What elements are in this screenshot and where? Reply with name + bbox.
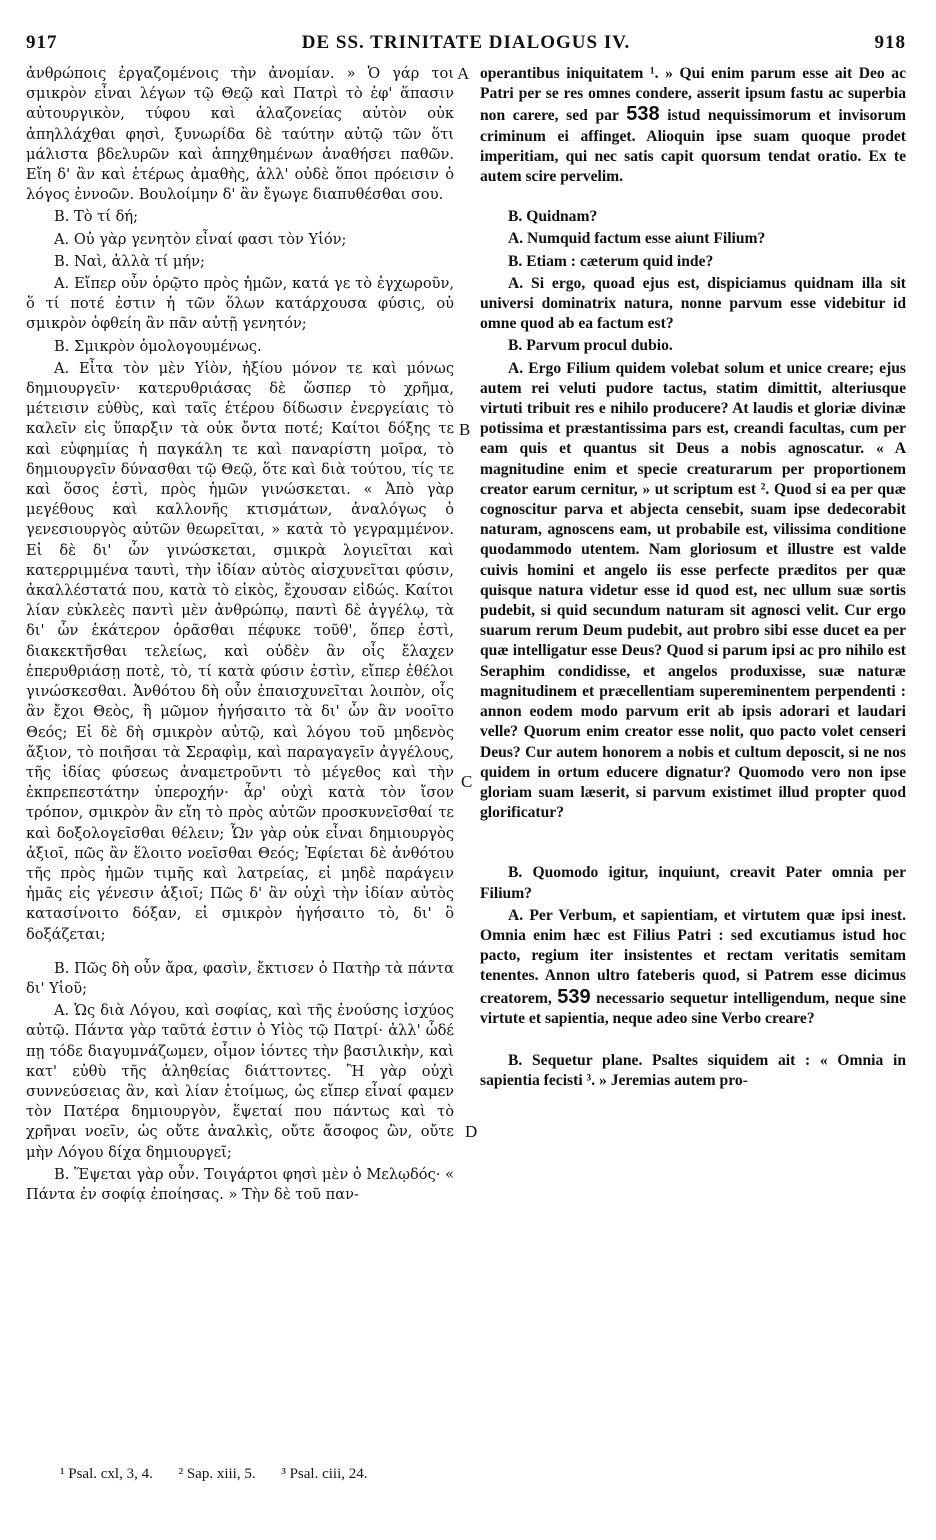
greek-paragraph: ἀνθρώποις ἐργαζομένοις τὴν ἀνομίαν. » Ὁ γάρ τοι σμικρὸν εἶναι λέγων τῷ Θεῷ καὶ Πατρὶ τὸ ἐφ' ἅπασιν αὐτουργικὸν, τύφου καὶ ἀλαζονείας αὐτὸν οὐκ ἀπηλλάχθαι φησὶ, ξυνωρίδα δὲ ταύτην αὐτῷ τῶν ὅτι μάλιστα βδελυρῶν καὶ ἀπηχθημένων ἀναθήσει παθῶν. Εἴη δ' ἂν καὶ ἑτέρως ἀμαθὴς, ἀλλ' οὐδὲ ὅποι πρόεισιν ὁ λόγος ἐννοῶν. Βουλοίμην δ' ἂν ἔγωγε διαπυθέσθαι σου. — [26, 65, 454, 204]
page-number-right: 918 — [874, 32, 906, 53]
greek-paragraph: Β. Ἕψεται γὰρ οὖν. Τοιγάρτοι φησὶ μὲν ὁ Μελῳδός· « Πάντα ἐν σοφίᾳ ἐποίησας. » Τὴν δὲ τοῦ παν- — [26, 1165, 454, 1203]
latin-paragraph — [480, 64, 906, 187]
latin-column — [480, 64, 906, 1091]
footnote: ³ Psal. ciii, 24. — [281, 1466, 368, 1482]
margin-page-number: 539 — [557, 985, 591, 1008]
section-marker-d: D — [465, 1122, 478, 1141]
latin-text: A. Per Verbum, et sapientiam, et virtutem quæ ipsi inest. Omnia enim hæc est Filius Patri : sed excutiamus istud hoc pacto, regium iter insistentes et rectam veritatis semitam tenentes. Annon ultro fateberis quod, si Patrem esse dicimus creatorem, — [480, 906, 906, 1007]
footnote: ² Sap. xiii, 5. — [178, 1466, 256, 1482]
section-marker-b: B — [459, 420, 471, 439]
greek-paragraph: Α. Εἶτα τὸν μὲν Υἱὸν, ἠξίου μόνον τε καὶ μόνως δημιουργεῖν· κατερυθριάσας δὲ ὥσπερ τὸ χρῆμα, μέτεισιν εὐθὺς, καὶ ταῖς ἑτέρου δίδωσιν ἐνεργείαις τὸ καλεῖν εἰς ὕπαρξιν τὰ οὐκ ὄντα ποτέ; Καίτοι δόξης τε καὶ εὐφημίας ἡ παγκάλη τε καὶ παναρίστη μοῖρα, τὸ δημιουργεῖν δύνασθαι τῷ Θεῷ, ὅτε καὶ διὰ τούτου, τίς τε καὶ ὅσος ἐστὶ, πρὸς ἡμῶν γινώσκεται. « Ἀπὸ γὰρ μεγέθους καὶ καλλονῆς κτισμάτων, ἀναλόγως ὁ γενεσιουργὸς αὐτῶν θεωρεῖται, » κατὰ τὸ γεγραμμένον. Εἰ δὲ δι' ὧν γινώσκεται, σμικρὰ λογιεῖται καὶ κατερριμμένα ταυτὶ, τὴν ἰδίαν αὐτὸς αἰσχυνεῖται φύσιν, ἀκαλλέστατά που, κατὰ τὸ εἰκὸς, ἔχουσαν εἰδώς. Καίτοι λίαν εὐκλεὲς παντὶ μὲν ἀνθρώπῳ, παντὶ δὲ ἀγγέλῳ, τὰ δι' ὧν ἑκάτερον ὁρᾶσθαι πέφυκε τοῦθ', ὅπερ ἐστὶ, διακεκτῆσθαι τελείως, καὶ οὐδὲν ἂν οἷς ἔλαχεν ἐπερυθριάσῃ ποτὲ, τὸ, τί κατὰ φύσιν ἐστὶν, εἴπερ ἐθέλοι γινώσκεσθαι. Ἀνθότου δὴ οὖν ἐπαισχυνεῖται λοιπὸν, οἷς ἂν ἔχοι Θεὸς, ἢ μῶμον ἡγήσαιτο τὰ δι' ὧν ἂν νοοῖτο Θεός; Εἰ δὲ δὴ σμικρὸν αὐτῷ, καὶ λόγου τοῦ μηδενὸς ἄξιον, τὸ ποιῆσαι τὰ Σεραφὶμ, καὶ παραγαγεῖν ἀγγέλους, τῆς ἰδίας φύσεως ἀναμετροῦντι τὸ μέγεθος καὶ τὴν ἐκπρεπεστάτην ὑπεροχήν· ἆρ' οὐχὶ κατὰ τὸν ἴσον τρόπον, σμικρὸν ἂν εἴη τὸ πρὸς αὐτῶν προσκυνεῖσθαί τε καὶ δοξολογεῖσθαι θέλειν; Ὧν γὰρ οὐκ εἶναι δημιουργὸς ἀξιοῖ, πῶς ἂν ἕλοιτο νοεῖσθαι Θεός; Ἐφίεται δὲ ἀνθότου τῆς πρὸς ἡμῶν τιμῆς καὶ λατρείας, εἰ μηδὲ παράγειν ἡμᾶς εἰς γένεσιν ἀξιοῖ; Πῶς δ' ἂν οὐχὶ τὴν ἰδίαν αὐτὸς κατασίνοιτο δόξαν, εἰ σμικρὸν ἡγήσαιτο τὸ, δι' ὃ δοξάζεται; — [26, 359, 454, 943]
greek-column — [26, 64, 454, 1205]
greek-paragraph: Β. Ναὶ, ἀλλὰ τί μήν; — [54, 252, 205, 270]
latin-text: istud nequissimorum et invisorum criminum ei affinget. Alioquin ipse suam quoque prodet imperitiam, qui nec satis capit quorsum tendat oratio. Ex te autem scire pervelim. — [480, 107, 906, 186]
latin-paragraph: A. Si ergo, quoad ejus est, dispiciamus quidnam illa sit universi dominatrix natura, nonne parvum esse videbitur id omne quod ab ea factum est? — [480, 274, 906, 333]
running-header — [26, 32, 906, 60]
running-title: DE SS. TRINITATE DIALOGUS IV. — [301, 32, 631, 53]
latin-paragraph: B. Quomodo igitur, inquiunt, creavit Pater omnia per Filium? — [480, 864, 906, 902]
latin-paragraph: B. Sequetur plane. Psaltes siquidem ait : « Omnia in sapientia fecisti ³. » Jeremias autem pro- — [480, 1051, 906, 1090]
section-marker-a: A — [457, 64, 470, 83]
greek-paragraph: Α. Ὡς διὰ Λόγου, καὶ σοφίας, καὶ τῆς ἐνούσης ἰσχύος αὐτῷ. Πάντα γὰρ ταῦτά ἐστιν ὁ Υἱὸς τῷ Πατρί· ἀλλ' ὧδέ πῃ τόδε διαγυμνάζωμεν, οἷμον ἰόντες τὴν βασιλικὴν, καὶ κατ' εὐθὺ τῆς ἀληθείας διάττοντες. Ἢ γὰρ οὐχὶ συννεύσειας ἂν, καὶ λίαν ἑτοίμως, ὡς εἴπερ εἶναί φαμεν τὸν Πατέρα δημιουργὸν, ἕψεταί που πάντως καὶ τὸ χρῆναι νοεῖν, ὡς οὔτε ἀναλκὶς, οὔτε ἄσοφος ὢν, οὔτε μὴν Λόγου δίχα δημιουργεῖ; — [26, 1002, 454, 1161]
latin-paragraph: A. Ergo Filium quidem volebat solum et unice creare; ejus autem rei veluti pudore tactus, statim dimittit, alteriusque virtuti tribuit res e nihilo producere? At laudis et gloriæ divinæ potissima et præstantissima pars est, creandi facultas, cum per eam quis et quantus sit Deus a nobis agnoscatur. « A magnitudine enim et specie creaturarum per proportionem creator earum cernitur, » ut scriptum est ². Quod si ea per quæ cognoscitur parva et abjecta censebit, suam ipse dedecorabit naturam, agnoscens eam, ut probabile est, vilissima conditione quodammodo utentem. Nam gloriosum et illustre est valde cuivis homini et angelo iis esse perfecte præditos per quæ quisque natura videtur esse id quod est, nec ullum suæ sortis pudebit, si quid secundum naturam sit agnosci velit. Cur ergo suarum rerum Deum pudebit, aut probro sibi esse ducet ea per quæ intelligatur esse Deus? Quod si parum ipsi ac pro nihilo est Seraphim condidisse, et angelos produxisse, suæ naturæ magnitudinem et præcellentiam supereminentem perpendenti : annon eodem modo parvum erit ab ipsis adorari et laudari velle? Quorum enim creator esse nolit, quo pacto volet censeri Deus? Cur autem honorem a nobis et cultum deposcit, si ne nos quidem in ortum educere dignatur? Quomodo vero non ipse gloriam suam læserit, si parvum existimet illud propter quod glorificatur? — [480, 359, 906, 822]
latin-paragraph: B. Etiam : cæterum quid inde? — [508, 252, 714, 270]
latin-text: operantibus iniquitatem ¹. » Qui enim parum esse ait Deo ac Patri per se res omnes condere, asserit ipsum fastu ac superbia non carere, sed par — [480, 65, 906, 125]
margin-page-number: 538 — [626, 103, 660, 126]
greek-paragraph: Α. Οὐ γὰρ γενητὸν εἶναί φασι τὸν Υἱόν; — [54, 230, 347, 248]
greek-paragraph: Β. Πῶς δὴ οὖν ἄρα, φασὶν, ἔκτισεν ὁ Πατὴρ τὰ πάντα δι' Υἱοῦ; — [26, 959, 454, 997]
latin-paragraph — [480, 906, 906, 1029]
section-marker-c: C — [461, 772, 473, 791]
footnote: ¹ Psal. cxl, 3, 4. — [60, 1466, 153, 1482]
latin-paragraph: A. Numquid factum esse aiunt Filium? — [508, 230, 766, 248]
greek-paragraph: Β. Τὸ τί δή; — [54, 208, 139, 226]
page-number-left: 917 — [26, 32, 58, 53]
latin-paragraph: B. Parvum procul dubio. — [508, 337, 673, 355]
footnotes — [60, 1466, 390, 1483]
greek-paragraph: Β. Σμικρὸν ὁμολογουμένως. — [54, 337, 262, 355]
latin-paragraph: B. Quidnam? — [508, 208, 598, 226]
greek-paragraph: Α. Εἴπερ οὖν ὁρῷτο πρὸς ἡμῶν, κατά γε τὸ ἐγχωροῦν, ὅ τί ποτέ ἐστιν ἡ τῶν ὅλων κατάρχουσα φύσις, οὐ σμικρὸν ὀφθείη ἂν πᾶν αὐτῇ γενητόν; — [26, 275, 454, 333]
latin-text: necessario sequetur intelligendum, neque sine virtute et sapientia, neque adeo sine Verbo creare? — [480, 989, 907, 1027]
